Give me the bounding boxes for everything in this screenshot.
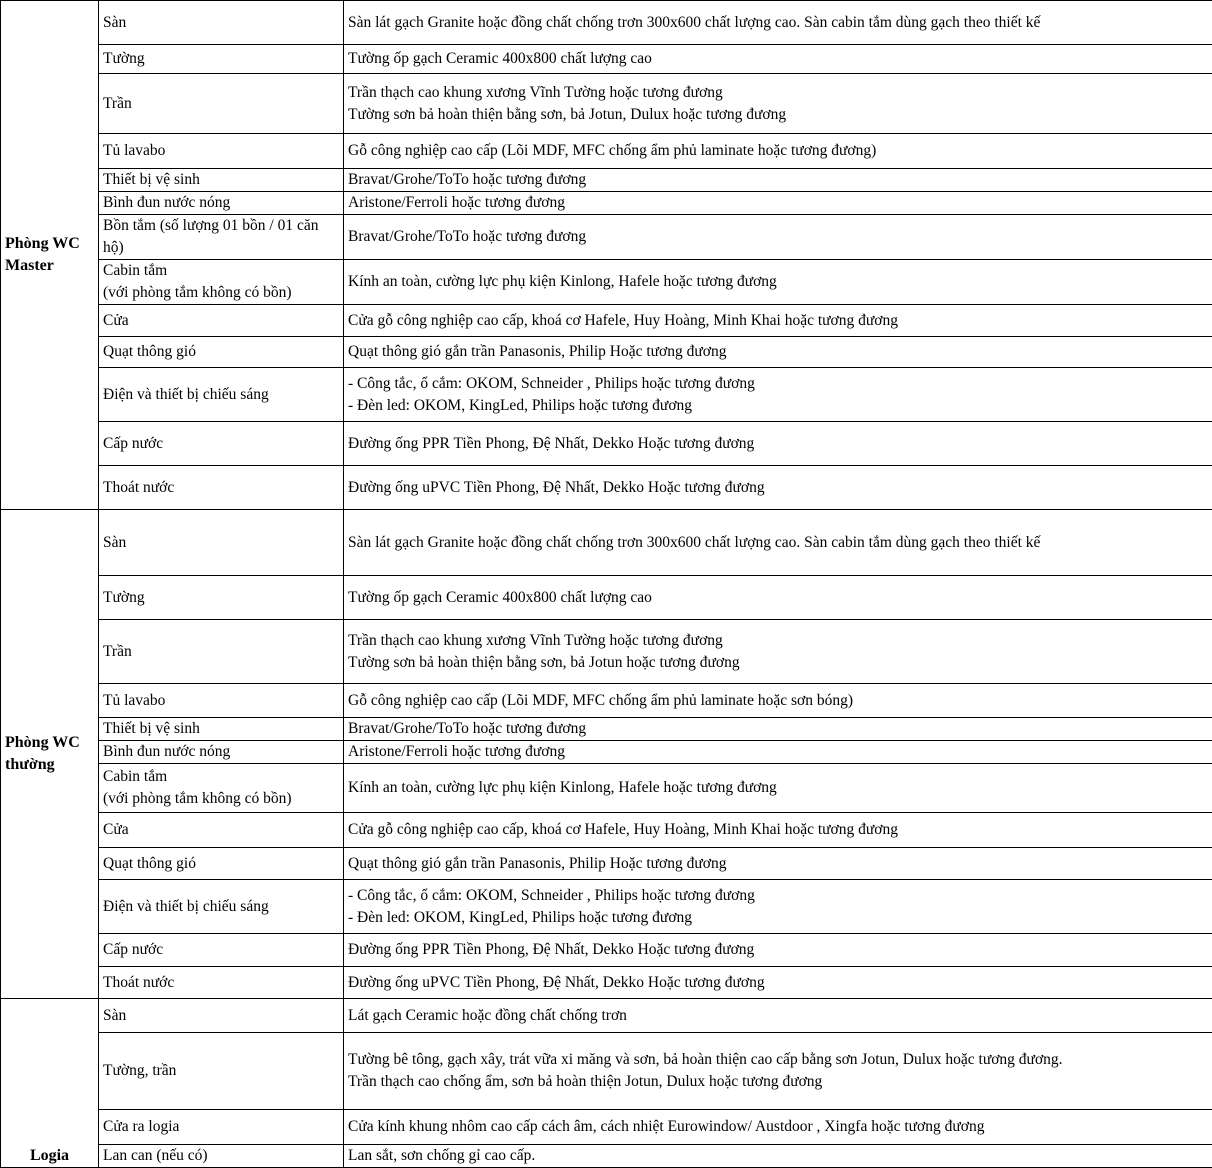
description-cell [344, 260, 1212, 305]
description-line: Tường sơn bả hoàn thiện bằng sơn, bả Jotun hoặc tương đương [348, 652, 1208, 674]
description-line: - Công tắc, ổ cắm: OKOM, Schneider , Philips hoặc tương đương [348, 885, 1208, 907]
spec-row [1, 337, 1212, 368]
description-cell [344, 718, 1212, 741]
item-label: Trần [103, 641, 339, 663]
description-cell [344, 764, 1212, 813]
spec-row [1, 1145, 1212, 1168]
description-line: Kính an toàn, cường lực phụ kiện Kinlong, Hafele hoặc tương đương [348, 271, 1208, 293]
spec-row [1, 192, 1212, 215]
description-line: Trần thạch cao khung xương Vĩnh Tường hoặc tương đương [348, 630, 1208, 652]
item-cell [99, 260, 344, 305]
description-cell [344, 192, 1212, 215]
item-cell [99, 422, 344, 466]
description-line: Lan sắt, sơn chống gỉ cao cấp. [348, 1145, 1208, 1167]
description-line: Đường ống uPVC Tiền Phong, Đệ Nhất, Dekko Hoặc tương đương [348, 972, 1208, 994]
description-cell [344, 466, 1212, 510]
item-cell [99, 510, 344, 576]
description-line: Tường ốp gạch Ceramic 400x800 chất lượng cao [348, 48, 1208, 70]
spec-row [1, 466, 1212, 510]
item-label: Thiết bị vệ sinh [103, 718, 339, 740]
description-cell [344, 74, 1212, 134]
description-cell [344, 422, 1212, 466]
description-line: Quạt thông gió gắn trần Panasonis, Philip Hoặc tương đương [348, 853, 1208, 875]
item-label: Sàn [103, 1005, 339, 1027]
item-label: Cabin tắm [103, 260, 339, 282]
item-cell [99, 305, 344, 337]
item-cell [99, 215, 344, 260]
description-cell [344, 848, 1212, 880]
spec-row [1, 741, 1212, 764]
item-label: Thiết bị vệ sinh [103, 169, 339, 191]
item-cell [99, 848, 344, 880]
spec-row [1, 764, 1212, 813]
item-cell [99, 934, 344, 967]
item-label: Sàn [103, 12, 339, 34]
description-cell [344, 620, 1212, 684]
description-cell [344, 134, 1212, 169]
section-group-label: Phòng WC Master [1, 1, 99, 510]
description-cell [344, 999, 1212, 1033]
item-label: Điện và thiết bị chiếu sáng [103, 384, 339, 406]
item-cell [99, 1110, 344, 1145]
spec-row [1, 880, 1212, 934]
item-label: Điện và thiết bị chiếu sáng [103, 896, 339, 918]
item-label: Quạt thông gió [103, 341, 339, 363]
description-line: Trần thạch cao khung xương Vĩnh Tường hoặc tương đương [348, 82, 1208, 104]
description-line: Đường ống PPR Tiền Phong, Đệ Nhất, Dekko Hoặc tương đương [348, 433, 1208, 455]
item-label: Cửa ra logia [103, 1116, 339, 1138]
description-cell [344, 684, 1212, 718]
item-label: (với phòng tắm không có bồn) [103, 788, 339, 810]
item-label: Lan can (nếu có) [103, 1145, 339, 1167]
spec-row [1, 1, 1212, 45]
description-line: Aristone/Ferroli hoặc tương đương [348, 741, 1208, 763]
item-label: Tủ lavabo [103, 140, 339, 162]
description-line: Tường ốp gạch Ceramic 400x800 chất lượng cao [348, 587, 1208, 609]
description-cell [344, 510, 1212, 576]
spec-row [1, 74, 1212, 134]
description-line: Cửa gỗ công nghiệp cao cấp, khoá cơ Hafele, Huy Hoàng, Minh Khai hoặc tương đương [348, 310, 1208, 332]
item-cell [99, 967, 344, 999]
spec-row [1, 1110, 1212, 1145]
item-cell [99, 764, 344, 813]
item-cell [99, 999, 344, 1033]
description-cell [344, 1, 1212, 45]
description-cell [344, 1145, 1212, 1168]
spec-row [1, 1033, 1212, 1110]
description-line: Đường ống uPVC Tiền Phong, Đệ Nhất, Dekko Hoặc tương đương [348, 477, 1208, 499]
item-label: Sàn [103, 532, 339, 554]
item-cell [99, 1, 344, 45]
description-line: Bravat/Grohe/ToTo hoặc tương đương [348, 226, 1208, 248]
section-group-label: Logia [1, 999, 99, 1168]
description-cell [344, 215, 1212, 260]
description-line: Đường ống PPR Tiền Phong, Đệ Nhất, Dekko Hoặc tương đương [348, 939, 1208, 961]
description-cell [344, 169, 1212, 192]
description-line: Quạt thông gió gắn trần Panasonis, Philip Hoặc tương đương [348, 341, 1208, 363]
item-cell [99, 134, 344, 169]
item-label: Cấp nước [103, 939, 339, 961]
item-label: Quạt thông gió [103, 853, 339, 875]
description-cell [344, 45, 1212, 74]
item-label: Tủ lavabo [103, 690, 339, 712]
description-line: - Công tắc, ổ cắm: OKOM, Schneider , Philips hoặc tương đương [348, 373, 1208, 395]
item-cell [99, 620, 344, 684]
item-label: Cấp nước [103, 433, 339, 455]
spec-row [1, 215, 1212, 260]
spec-row [1, 422, 1212, 466]
spec-row [1, 510, 1212, 576]
spec-row [1, 848, 1212, 880]
item-cell [99, 45, 344, 74]
description-line: Aristone/Ferroli hoặc tương đương [348, 192, 1208, 214]
description-cell [344, 368, 1212, 422]
description-line: Gỗ công nghiệp cao cấp (Lõi MDF, MFC chống ẩm phủ laminate hoặc tương đương) [348, 140, 1208, 162]
description-line: Lát gạch Ceramic hoặc đồng chất chống trơn [348, 1005, 1208, 1027]
description-cell [344, 934, 1212, 967]
spec-row [1, 967, 1212, 999]
item-cell [99, 368, 344, 422]
item-label: Thoát nước [103, 477, 339, 499]
description-line: - Đèn led: OKOM, KingLed, Philips hoặc tương đương [348, 907, 1208, 929]
description-line: Kính an toàn, cường lực phụ kiện Kinlong, Hafele hoặc tương đương [348, 777, 1208, 799]
item-label: Bình đun nước nóng [103, 741, 339, 763]
item-label: Tường [103, 587, 339, 609]
description-cell [344, 880, 1212, 934]
item-label: Trần [103, 93, 339, 115]
item-cell [99, 576, 344, 620]
spec-row [1, 718, 1212, 741]
section-group-label: Phòng WC thường [1, 510, 99, 999]
item-cell [99, 741, 344, 764]
item-label: Cửa [103, 819, 339, 841]
description-cell [344, 337, 1212, 368]
spec-row [1, 134, 1212, 169]
spec-row [1, 999, 1212, 1033]
item-cell [99, 74, 344, 134]
description-cell [344, 741, 1212, 764]
item-label: Tường [103, 48, 339, 70]
item-label: Bình đun nước nóng [103, 192, 339, 214]
item-cell [99, 1033, 344, 1110]
description-line: Bravat/Grohe/ToTo hoặc tương đương [348, 169, 1208, 191]
spec-row [1, 368, 1212, 422]
spec-row [1, 813, 1212, 848]
description-cell [344, 1033, 1212, 1110]
spec-row [1, 260, 1212, 305]
description-line: Tường sơn bả hoàn thiện bằng sơn, bả Jotun, Dulux hoặc tương đương [348, 104, 1208, 126]
description-cell [344, 576, 1212, 620]
spec-table-body [1, 1, 1212, 1168]
item-cell [99, 813, 344, 848]
description-line: Tường bê tông, gạch xây, trát vữa xi măng và sơn, bả hoàn thiện cao cấp bằng sơn Jotun, Dulux hoặc tương đương. [348, 1049, 1208, 1071]
item-cell [99, 466, 344, 510]
spec-row [1, 305, 1212, 337]
spec-row [1, 684, 1212, 718]
item-cell [99, 684, 344, 718]
spec-row [1, 169, 1212, 192]
description-line: - Đèn led: OKOM, KingLed, Philips hoặc tương đương [348, 395, 1208, 417]
description-cell [344, 813, 1212, 848]
item-label: Cửa [103, 310, 339, 332]
item-cell [99, 880, 344, 934]
spec-row [1, 934, 1212, 967]
spec-row [1, 620, 1212, 684]
description-line: Sàn lát gạch Granite hoặc đồng chất chống trơn 300x600 chất lượng cao. Sàn cabin tắm dùng gạch theo thiết kế [348, 532, 1208, 554]
spec-row [1, 45, 1212, 74]
item-cell [99, 337, 344, 368]
item-label: (với phòng tắm không có bồn) [103, 282, 339, 304]
item-label: Thoát nước [103, 972, 339, 994]
item-label: Cabin tắm [103, 766, 339, 788]
item-cell [99, 1145, 344, 1168]
description-line: Gỗ công nghiệp cao cấp (Lõi MDF, MFC chống ẩm phủ laminate hoặc sơn bóng) [348, 690, 1208, 712]
description-line: Trần thạch cao chống ẩm, sơn bả hoàn thiện Jotun, Dulux hoặc tương đương [348, 1071, 1208, 1093]
item-cell [99, 192, 344, 215]
item-label: Tường, trần [103, 1060, 339, 1082]
description-cell [344, 1110, 1212, 1145]
description-line: Bravat/Grohe/ToTo hoặc tương đương [348, 718, 1208, 740]
description-line: Cửa gỗ công nghiệp cao cấp, khoá cơ Hafele, Huy Hoàng, Minh Khai hoặc tương đương [348, 819, 1208, 841]
description-cell [344, 305, 1212, 337]
spec-row [1, 576, 1212, 620]
item-cell [99, 169, 344, 192]
description-line: Cửa kính khung nhôm cao cấp cách âm, cách nhiệt Eurowindow/ Austdoor , Xingfa hoặc tương đương [348, 1116, 1208, 1138]
description-line: Sàn lát gạch Granite hoặc đồng chất chống trơn 300x600 chất lượng cao. Sàn cabin tắm dùng gạch theo thiết kế [348, 12, 1208, 34]
item-label: Bồn tắm (số lượng 01 bồn / 01 căn hộ) [103, 215, 339, 259]
description-cell [344, 967, 1212, 999]
item-cell [99, 718, 344, 741]
